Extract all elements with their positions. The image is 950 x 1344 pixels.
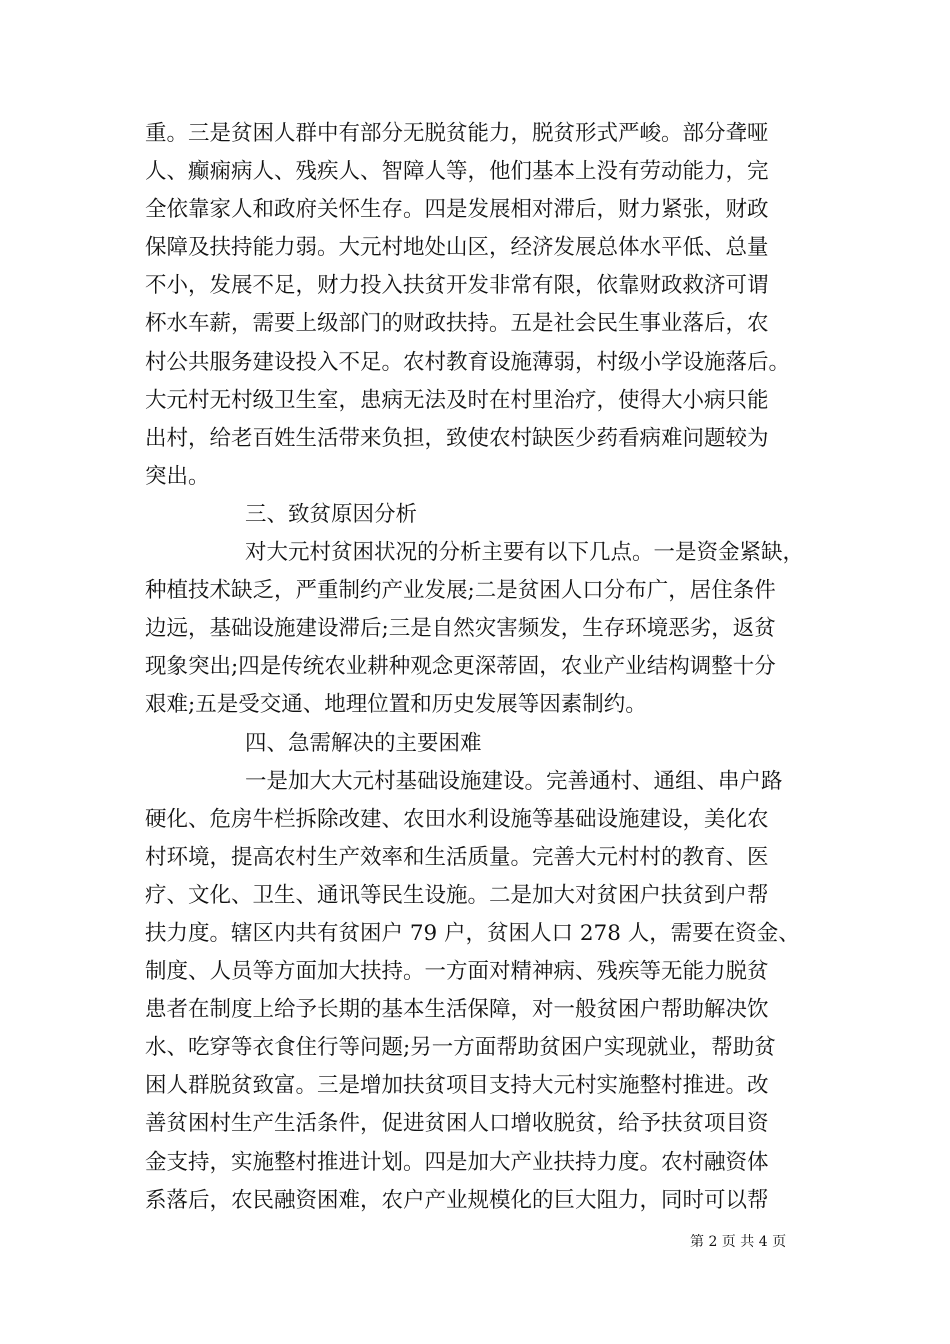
text-line: 边远，基础设施建设滞后;三是自然灾害频发，生存环境恶劣，返贫 [145, 616, 776, 642]
text-line: 突出。 [145, 463, 210, 489]
text-line: 人、癫痫病人、残疾人、智障人等，他们基本上没有劳动能力，完 [145, 159, 769, 185]
page-number-footer: 第 2 页 共 4 页 [690, 1234, 787, 1250]
document-body [145, 115, 805, 1220]
text-line: 种植技术缺乏，严重制约产业发展;二是贫困人口分布广，居住条件 [145, 578, 776, 604]
text-line: 艰难;五是受交通、地理位置和历史发展等因素制约。 [145, 692, 647, 718]
text-line: 系落后，农民融资困难，农户产业规模化的巨大阻力，同时可以帮 [145, 1187, 769, 1213]
text-line: 金支持，实施整村推进计划。四是加大产业扶持力度。农村融资体 [145, 1149, 769, 1175]
text-line: 村环境，提高农村生产效率和生活质量。完善大元村村的教育、医 [145, 844, 769, 870]
text-line: 全依靠家人和政府关怀生存。四是发展相对滞后，财力紧张，财政 [145, 197, 769, 223]
text-line: 大元村无村级卫生室，患病无法及时在村里治疗，使得大小病只能 [145, 387, 769, 413]
text-line: 疗、文化、卫生、通讯等民生设施。二是加大对贫困户扶贫到户帮 [145, 882, 769, 908]
text-line: 重。三是贫困人群中有部分无脱贫能力，脱贫形式严峻。部分聋哑 [145, 121, 769, 146]
text-line: 患者在制度上给予长期的基本生活保障，对一般贫困户帮助解决饮 [145, 997, 769, 1023]
section-heading-3: 三、致贫原因分析 [245, 501, 418, 527]
paragraph-first-line: 一是加大大元村基础设施建设。完善通村、通组、串户路 [245, 768, 783, 794]
text-line: 困人群脱贫致富。三是增加扶贫项目支持大元村实施整村推进。改 [145, 1073, 769, 1099]
paragraph-first-line: 对大元村贫困状况的分析主要有以下几点。一是资金紧缺， [245, 540, 805, 566]
text-line: 保障及扶持能力弱。大元村地处山区，经济发展总体水平低、总量 [145, 235, 769, 261]
text-line: 现象突出;四是传统农业耕种观念更深蒂固，农业产业结构调整十分 [145, 654, 776, 680]
text-line: 扶力度。辖区内共有贫困户 79 户，贫困人口 278 人，需要在资金、 [145, 920, 800, 946]
text-line: 制度、人员等方面加大扶持。一方面对精神病、残疾等无能力脱贫 [145, 959, 769, 985]
text-line: 硬化、危房牛栏拆除改建、农田水利设施等基础设施建设，美化农 [145, 806, 769, 832]
text-line: 善贫困村生产生活条件，促进贫困人口增收脱贫，给予扶贫项目资 [145, 1111, 769, 1137]
text-line: 不小，发展不足，财力投入扶贫开发非常有限，依靠财政救济可谓 [145, 273, 769, 299]
text-line: 水、吃穿等衣食住行等问题;另一方面帮助贫困户实现就业，帮助贫 [145, 1035, 776, 1061]
text-line: 村公共服务建设投入不足。农村教育设施薄弱，村级小学设施落后。 [145, 349, 791, 375]
text-line: 杯水车薪，需要上级部门的财政扶持。五是社会民生事业落后，农 [145, 311, 769, 337]
text-line: 出村，给老百姓生活带来负担，致使农村缺医少药看病难问题较为 [145, 425, 769, 451]
section-heading-4: 四、急需解决的主要困难 [245, 730, 482, 756]
